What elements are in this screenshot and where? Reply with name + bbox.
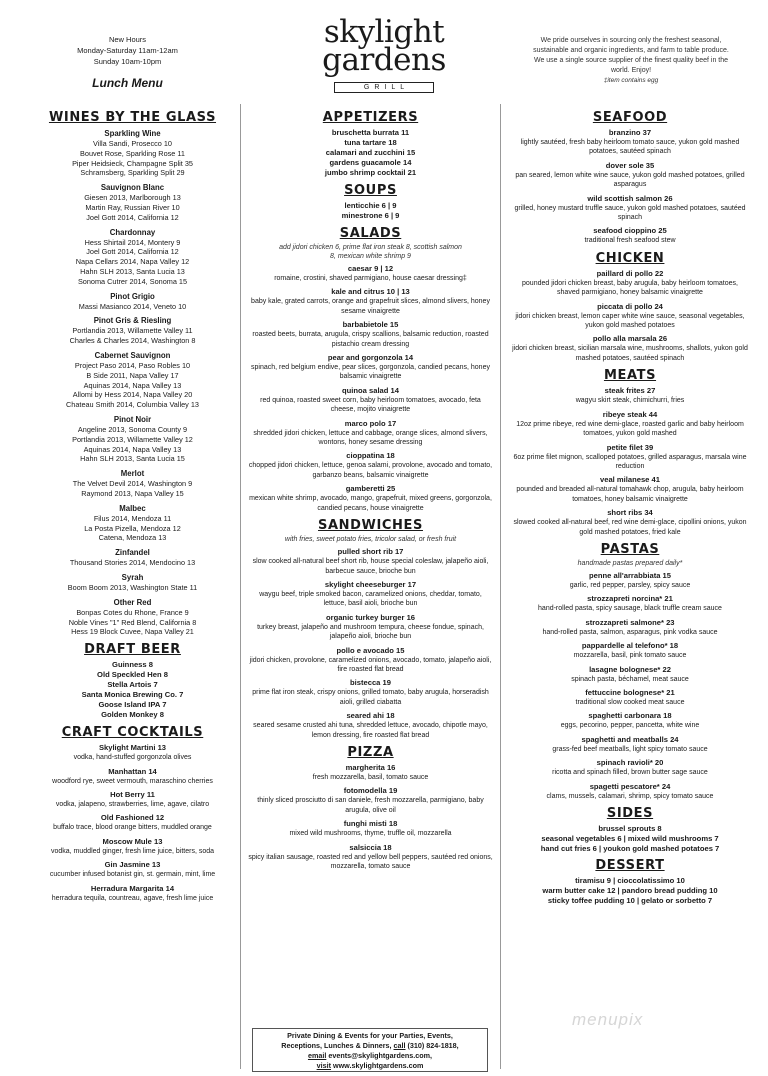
chicken-item-desc: pounded jidori chicken breast, baby arugula, baby heirloom tomatoes, shaved parmigiano, honey balsamic vinaigrette <box>522 279 738 297</box>
meat-item-desc: slowed cooked all-natural beef, red wine demi-glace, cipollini onions, yukon gold mashed potatoes, fried kale <box>513 519 747 536</box>
beer-item: Goose Island IPA 7 <box>98 700 167 710</box>
food-column-2 <box>510 106 750 906</box>
wine-group <box>30 597 235 637</box>
meat-list <box>510 386 750 537</box>
wines-title: WINES BY THE GLASS <box>48 110 217 125</box>
salad-item-desc: spinach, red belgium endive, pear slices, gorgonzola, candied pecans, honey balsamic vinaigrette <box>251 364 490 381</box>
salad-item <box>248 484 493 513</box>
wine-item: Hess 19 Block Cuvee, Napa Valley 21 <box>71 627 194 637</box>
salad-item <box>248 287 493 316</box>
pizza-item <box>248 763 493 782</box>
appetizer-item: tuna tartare 18 <box>344 138 397 147</box>
beer-item: Golden Monkey 8 <box>101 710 164 720</box>
salad-item-name: quinoa salad 14 <box>342 385 399 395</box>
pasta-item-name: spaghetti and meatballs 24 <box>581 734 679 744</box>
sandwich-item-desc: waygu beef, triple smoked bacon, caramelized onions, cheddar, tomato, lettuce, basil aioli, brioche bun <box>259 590 482 608</box>
salad-item <box>248 386 493 415</box>
pizza-item-desc: thinly sliced prosciutto di san daniele, fresh mozzarella, parmigiano, baby arugula, olive oil <box>257 797 484 814</box>
private-visit-label: visit <box>316 1061 331 1070</box>
salad-item-name: marco polo 17 <box>344 418 397 428</box>
beer-item: Santa Monica Brewing Co. 7 <box>81 690 184 700</box>
wine-item: Charles & Charles 2014, Washington 8 <box>69 336 196 346</box>
wine-type: Pinot Noir <box>113 414 152 424</box>
private-call-label: call <box>393 1041 406 1050</box>
cocktail-item <box>30 837 235 856</box>
cocktail-item-name: Herradura Margarita 14 <box>90 883 175 893</box>
logo-grill: GRILL <box>334 82 434 93</box>
wine-item: Joel Gott 2014, California 12 <box>86 212 179 222</box>
hours-sunday: Sunday 10am-10pm <box>93 57 162 66</box>
cocktails-title: CRAFT COCKTAILS <box>61 725 204 741</box>
dessert-list <box>510 876 750 906</box>
sandwich-item-name: pulled short rib 17 <box>337 547 404 557</box>
restaurant-logo <box>300 14 468 93</box>
cocktail-item-name: Skylight Martini 13 <box>98 743 167 753</box>
wine-group <box>30 128 235 178</box>
wine-group <box>30 291 235 312</box>
wine-type: Cabernet Sauvignon <box>94 350 171 360</box>
wine-item: Sonoma Cutrer 2014, Sonoma 15 <box>77 276 188 286</box>
seafood-item-name: branzino 37 <box>608 128 652 137</box>
wine-item: Angeline 2013, Sonoma County 9 <box>77 424 188 434</box>
cocktail-item-desc: vodka, hand-stuffed gorgonzola olives <box>73 754 192 762</box>
salad-item-desc: mexican white shrimp, avocado, mango, grapefruit, mixed greens, gorgonzola, candied pecans, house vinaigrette <box>249 495 492 512</box>
pasta-item-desc: mozzarella, basil, pink tomato sauce <box>573 652 687 660</box>
sandwich-list <box>248 547 493 740</box>
seafood-item-desc: traditional fresh seafood stew <box>584 237 676 245</box>
salad-item-name: gamberetti 25 <box>345 484 396 494</box>
meat-item <box>510 475 750 504</box>
wine-item: Boom Boom 2013, Washington State 11 <box>67 582 198 592</box>
appetizers-title: APPETIZERS <box>322 110 419 125</box>
cocktail-item <box>30 743 235 762</box>
soup-item: lenticchie 6 | 9 <box>344 201 397 210</box>
private-email-label: email <box>307 1051 327 1060</box>
hours-block <box>40 34 215 67</box>
wine-item: Aquinas 2014, Napa Valley 13 <box>83 380 182 390</box>
sandwich-item-desc: turkey breast, jalapeño and mushroom tempura, cheese fondue, spinach, jalapeño aioli, brioche bun <box>257 623 484 641</box>
salad-item-desc: red quinoa, roasted sweet corn, baby heirloom tomatoes, avocado, feta cheese, mojito vinaigrette <box>260 396 481 414</box>
private-line2-text: Receptions, Lunches & Dinners, <box>281 1041 392 1050</box>
meat-item <box>510 508 750 537</box>
pizza-item <box>248 843 493 872</box>
wine-type: Malbec <box>119 503 146 513</box>
sandwich-item <box>248 547 493 576</box>
sandwiches-note: with fries, sweet potato fries, tricolor salad, or fresh fruit <box>284 536 457 544</box>
salad-list <box>248 264 493 513</box>
chicken-item-desc: jidori chicken breast, sicilian marsala wine, mushrooms, shallots, yukon gold mashed potatoes, sautéed spinach <box>512 345 748 362</box>
column-divider-1 <box>240 104 241 1069</box>
cocktail-item-name: Manhattan 14 <box>108 766 157 776</box>
soup-item: minestrone 6 | 9 <box>341 211 400 220</box>
dessert-item: sticky toffee pudding 10 | gelato or sorbetto 7 <box>547 896 713 905</box>
pizza-item-name: funghi misti 18 <box>343 819 398 829</box>
pizza-item-desc: mixed wild mushrooms, thyme, truffle oil, mozzarella <box>289 830 452 838</box>
beer-item: Stella Artois 7 <box>107 680 158 690</box>
appetizer-item: bruschetta burrata 11 <box>331 128 410 137</box>
meat-item <box>510 443 750 472</box>
hours-title: New Hours <box>108 35 147 44</box>
cocktail-item-desc: buffalo trace, blood orange bitters, muddled orange <box>53 824 212 832</box>
salad-item-name: barbabietole 15 <box>342 320 399 330</box>
private-dining-box <box>252 1028 488 1072</box>
pasta-item-name: pappardelle al telefono* 18 <box>581 641 679 651</box>
wine-group <box>30 547 235 568</box>
wine-item: Giesen 2013, Marlborough 13 <box>84 193 181 203</box>
chicken-item-name: piccata di pollo 24 <box>597 301 663 311</box>
pasta-item-name: spagetti pescatore* 24 <box>589 781 671 791</box>
seafood-item-desc: lightly sautéed, fresh baby heirloom tomato sauce, yukon gold mashed potatoes, sautéed spinach <box>520 139 740 156</box>
meat-item-desc: 6oz prime filet mignon, scalloped potatoes, grilled asparagus, marsala wine reduction <box>513 453 747 470</box>
pasta-item-desc: clams, mussels, calamari, shrimp, spicy tomato sauce <box>546 792 714 800</box>
wine-item: Portlandia 2013, Willamette Valley 11 <box>72 326 193 336</box>
pasta-item-name: fettuccine bolognese* 21 <box>585 687 675 697</box>
pasta-item-name: spaghetti carbonara 18 <box>588 711 672 721</box>
dessert-item: tiramisu 9 | cioccolatissimo 10 <box>575 876 685 885</box>
wine-item: Project Paso 2014, Paso Robles 10 <box>74 360 191 370</box>
pasta-item <box>510 618 750 637</box>
wine-group <box>30 572 235 593</box>
wine-group <box>30 350 235 410</box>
soups-title: SOUPS <box>344 183 397 198</box>
meat-item <box>510 386 750 405</box>
meat-item-name: ribeye steak 44 <box>602 409 658 419</box>
wine-item: Piper Heidsieck, Champagne Split 35 <box>72 158 193 168</box>
wine-item: The Velvet Devil 2014, Washington 9 <box>72 479 193 489</box>
sandwich-item-name: seared ahi 18 <box>346 711 395 721</box>
watermark: menupix <box>572 1010 644 1029</box>
salad-item-name: pear and gorgonzola 14 <box>327 353 414 363</box>
side-item: brussel sprouts 8 <box>598 824 662 833</box>
pastas-title: PASTAS <box>600 541 660 557</box>
pasta-item <box>510 665 750 684</box>
draft-beer-title: DRAFT BEER <box>84 642 181 658</box>
wine-item: B Side 2011, Napa Valley 17 <box>86 370 179 380</box>
salads-note: add jidori chicken 6, prime flat iron steak 8, scottish salmon 8, mexican white shrimp 9 <box>279 244 462 260</box>
seafood-list <box>510 128 750 246</box>
pizza-item-desc: spicy italian sausage, roasted red and yellow bell peppers, sautéed red onions, mozzarella, tomato sauce <box>248 853 493 870</box>
cocktail-item <box>30 767 235 786</box>
chicken-item <box>510 334 750 363</box>
salad-item <box>248 264 493 283</box>
wine-type: Syrah <box>121 572 144 582</box>
wine-item: Martin Ray, Russian River 10 <box>85 202 180 212</box>
dessert-item: warm butter cake 12 | pandoro bread pudding 10 <box>542 886 718 895</box>
cocktail-item-desc: herradura tequila, countreau, agave, fresh lime juice <box>51 894 214 902</box>
cocktail-item <box>30 813 235 832</box>
salad-item-name: kale and citrus 10 | 13 <box>331 287 410 297</box>
meat-item-name: steak frites 27 <box>604 386 656 396</box>
seafood-title: SEAFOOD <box>592 110 668 125</box>
pasta-item <box>510 758 750 777</box>
pizza-item-desc: fresh mozzarella, basil, tomato sauce <box>312 773 429 781</box>
private-phone: (310) 824-1818, <box>407 1041 459 1050</box>
sandwich-item <box>248 678 493 707</box>
pasta-item-name: strozzapreti salmone* 23 <box>585 617 675 627</box>
cocktail-item-name: Hot Berry 11 <box>110 789 155 799</box>
pastas-note: handmade pastas prepared daily* <box>577 559 683 567</box>
beer-item: Guinness 8 <box>112 660 153 670</box>
chicken-item-name: pollo alla marsala 26 <box>592 334 668 344</box>
appetizer-item: jumbo shrimp cocktail 21 <box>324 168 417 177</box>
cocktail-item-name: Moscow Mule 13 <box>102 836 163 846</box>
salad-item-name: caesar 9 | 12 <box>347 264 394 273</box>
chicken-item-name: paillard di pollo 22 <box>596 268 664 278</box>
wine-item: Hess Shirtail 2014, Montery 9 <box>84 237 181 247</box>
wine-item: La Posta Pizella, Mendoza 12 <box>84 523 181 533</box>
sandwich-item-desc: slow cooked all-natural beef short rib, house special coleslaw, jalapeño aioli, barbecue sauce, brioche bun <box>252 558 489 575</box>
pizza-title: PIZZA <box>347 744 394 760</box>
seafood-item <box>510 128 750 157</box>
private-email[interactable]: events@skylightgardens.com, <box>328 1051 433 1060</box>
meat-item-desc: 12oz prime ribeye, red wine demi-glace, roasted garlic and baby heirloom tomatoes, yukon gold mashed <box>516 420 744 438</box>
wine-type: Sparkling Wine <box>104 129 161 138</box>
pasta-item-desc: spinach pasta, béchamel, meat sauce <box>571 675 689 683</box>
wine-group <box>30 468 235 499</box>
chicken-item <box>510 302 750 331</box>
salad-item <box>248 419 493 448</box>
pizza-item <box>248 819 493 838</box>
wine-group <box>30 182 235 222</box>
wine-item: Schramsberg, Sparkling Split 29 <box>80 168 185 178</box>
pasta-item-desc: traditional slow cooked meat sauce <box>575 698 685 706</box>
seafood-item-desc: pan seared, lemon white wine sauce, yukon gold mashed potatoes, grilled asparagus <box>515 171 745 189</box>
pizza-item <box>248 786 493 815</box>
pasta-item <box>510 735 750 754</box>
side-list <box>510 824 750 854</box>
wine-item: Aquinas 2014, Napa Valley 13 <box>83 444 182 454</box>
pasta-item <box>510 641 750 660</box>
pizza-list <box>248 763 493 871</box>
salad-item-desc: baby kale, grated carrots, orange and grapefruit slices, almond slivers, honey sesame vinaigrette <box>251 298 490 315</box>
meat-item-name: veal milanese 41 <box>600 475 660 485</box>
soup-list <box>248 201 493 221</box>
pasta-item-desc: eggs, pecorino, pepper, pancetta, white wine <box>560 722 700 730</box>
sandwich-item-name: organic turkey burger 16 <box>325 612 416 622</box>
seafood-item <box>510 226 750 245</box>
egg-note: ‡item contains egg <box>603 77 659 84</box>
private-line4 <box>253 1061 487 1071</box>
meats-title: MEATS <box>603 368 657 384</box>
wine-item: Napa Cellars 2014, Napa Valley 12 <box>75 257 190 267</box>
salad-item <box>248 353 493 382</box>
wine-group <box>30 227 235 287</box>
seafood-item <box>510 194 750 223</box>
cocktail-item-desc: cucumber infused botanist gin, st. germain, mint, lime <box>49 871 216 879</box>
wine-group <box>30 414 235 464</box>
seafood-item-name: dover sole 35 <box>605 160 655 170</box>
pasta-item <box>510 688 750 707</box>
private-line2 <box>253 1041 487 1051</box>
pasta-list <box>510 571 750 801</box>
wine-item: Villa Sandi, Prosecco 10 <box>93 139 172 148</box>
wine-item: Thousand Stories 2014, Mendocino 13 <box>69 558 196 568</box>
wine-group <box>30 315 235 346</box>
sandwich-item <box>248 711 493 740</box>
chicken-item <box>510 269 750 298</box>
beer-list <box>30 660 235 720</box>
pasta-item-name: penne all'arrabbiata 15 <box>589 570 671 580</box>
sides-title: SIDES <box>606 806 654 821</box>
pasta-item-name: spinach ravioli* 20 <box>596 758 664 768</box>
sandwich-item-desc: seared sesame crusted ahi tuna, shredded lettuce, avocado, chipotle mayo, lemon dressing, fire roasted flat bread <box>253 722 488 739</box>
salad-item-name: cioppatina 18 <box>346 451 395 461</box>
salads-title: SALADS <box>339 226 402 241</box>
pasta-item-desc: hand-rolled pasta, spicy sausage, black truffle cream sauce <box>538 605 722 613</box>
chicken-item-desc: jidori chicken breast, lemon caper white wine sauce, seasonal vegetables, yukon gold mashed potatoes <box>515 312 745 330</box>
pasta-item <box>510 571 750 590</box>
wine-item: Allomi by Hess 2014, Napa Valley 20 <box>72 390 193 400</box>
salad-item-desc: roasted beets, burrata, arugula, crispy scallions, balsamic reduction, roasted pistachio cream dressing <box>252 331 489 348</box>
sandwich-item-name: bistecca 19 <box>350 678 391 688</box>
wine-item: Hahn SLH 2013, Santa Lucia 15 <box>80 454 185 464</box>
salad-item-desc: romaine, crostini, shaved parmigiano, house caesar dressing‡ <box>274 275 467 282</box>
private-line3 <box>253 1051 487 1061</box>
pasta-item-desc: hand-rolled pasta, salmon, asparagus, pink vodka sauce <box>542 628 718 636</box>
pasta-item-name: strozzapreti norcina* 21 <box>587 594 673 604</box>
meat-item-name: petite filet 39 <box>606 442 654 452</box>
dessert-title: DESSERT <box>595 858 665 873</box>
appetizer-list <box>248 128 493 178</box>
salad-item-desc: shredded jidori chicken, lettuce and cabbage, orange slices, almond slivers, wontons, honey sesame dressing <box>253 429 488 447</box>
wine-type: Merlot <box>120 469 145 479</box>
menu-name: Lunch Menu <box>92 76 163 90</box>
wine-list <box>30 128 235 637</box>
chicken-title: CHICKEN <box>595 250 665 266</box>
sandwich-item <box>248 613 493 642</box>
wine-item: Filus 2014, Mendoza 11 <box>93 513 172 523</box>
pasta-item <box>510 782 750 801</box>
private-line1: Private Dining & Events for your Parties, Events, <box>287 1031 453 1040</box>
cocktail-item-name: Old Fashioned 12 <box>100 813 165 823</box>
pizza-item-name: salsiccia 18 <box>349 842 392 852</box>
sandwich-item <box>248 580 493 609</box>
wine-item: Bouvet Rose, Sparkling Rose 11 <box>80 148 185 158</box>
logo-line1: skylight <box>323 14 445 50</box>
food-column-1 <box>248 106 493 875</box>
side-item: seasonal vegetables 6 | mixed wild mushrooms 7 <box>541 834 719 843</box>
cocktail-item <box>30 860 235 879</box>
pasta-item <box>510 711 750 730</box>
pizza-item-name: margherita 16 <box>345 762 396 772</box>
salad-item <box>248 320 493 349</box>
hours-weekday: Monday-Saturday 11am-12am <box>77 46 178 55</box>
cocktail-item-desc: woodford rye, sweet vermouth, maraschino cherries <box>52 777 213 785</box>
meat-item-name: short ribs 34 <box>607 508 653 518</box>
sourcing-blurb <box>528 36 734 86</box>
wine-type: Pinot Grigio <box>110 291 155 301</box>
wine-type: Pinot Gris & Riesling <box>93 316 172 326</box>
pizza-item-name: fotomodella 19 <box>343 786 398 796</box>
cocktail-item-name: Gin Jasmine 13 <box>104 860 161 870</box>
wine-type: Chardonnay <box>109 227 156 237</box>
private-site[interactable]: www.skylightgardens.com <box>332 1061 424 1070</box>
cocktail-list <box>30 743 235 903</box>
cocktail-item <box>30 790 235 809</box>
sandwich-item-desc: jidori chicken, provolone, caramelized onions, avocado, tomato, jalapeño aioli, fire roasted flat bread <box>249 656 492 673</box>
wine-item: Raymond 2013, Napa Valley 15 <box>81 488 184 498</box>
wine-item: Hahn SLH 2013, Santa Lucia 13 <box>80 266 185 276</box>
logo-line2: gardens <box>322 42 446 78</box>
chicken-list <box>510 269 750 363</box>
seafood-item-desc: grilled, honey mustard truffle sauce, yukon gold mashed potatoes, sautéed spinach <box>514 204 746 222</box>
wine-type: Sauvignon Blanc <box>100 183 165 193</box>
pasta-item-desc: grass-fed beef meatballs, light spicy tomato sauce <box>552 745 708 753</box>
beer-item: Old Speckled Hen 8 <box>97 670 168 680</box>
wine-item: Massi Masianco 2014, Veneto 10 <box>78 301 187 311</box>
seafood-item-name: wild scottish salmon 26 <box>587 193 673 203</box>
salad-item-desc: chopped jidori chicken, lettuce, genoa salami, provolone, avocado and tomato, garbanzo beans, balsamic vinaigrette <box>248 462 493 479</box>
cocktail-item <box>30 884 235 903</box>
seafood-item <box>510 161 750 190</box>
column-divider-2 <box>500 104 501 1069</box>
meat-item <box>510 410 750 439</box>
wine-item: Portlandia 2013, Willamette Valley 12 <box>72 434 193 444</box>
pasta-item-name: lasagne bolognese* 22 <box>589 664 671 674</box>
seafood-item-name: seafood cioppino 25 <box>593 226 667 236</box>
wine-item: Catena, Mendoza 13 <box>98 533 167 543</box>
drinks-column <box>30 106 235 907</box>
pasta-item-desc: ricotta and spinach filled, brown butter sage sauce <box>552 769 708 777</box>
blurb-text: We pride ourselves in sourcing only the freshest seasonal, sustainable and organic ingredients, and farm to table produce. We use a single source supplier of the finest quality beef in the world. Enjoy! <box>533 37 729 74</box>
salad-item <box>248 451 493 480</box>
wine-type: Other Red <box>113 597 152 607</box>
wine-item: Joel Gott 2014, California 12 <box>86 247 179 257</box>
pasta-item <box>510 594 750 613</box>
meat-item-desc: pounded and breaded all-natural tomahawk chop, arugula, baby heirloom tomatoes, honey balsamic vinaigrette <box>516 486 744 503</box>
sandwiches-title: SANDWICHES <box>318 518 423 534</box>
sandwich-item <box>248 646 493 675</box>
cocktail-item-desc: vodka, jalapeno, strawberries, lime, agave, cilatro <box>55 800 210 808</box>
meat-item-desc: wagyu skirt steak, chimichurri, fries <box>575 397 685 405</box>
sandwich-item-name: pollo e avocado 15 <box>336 645 405 655</box>
sandwich-item-desc: prime flat iron steak, crispy onions, grilled tomato, baby arugula, horseradish aioli, grilled ciabatta <box>252 689 489 706</box>
wine-item: Bonpas Cotes du Rhone, France 9 <box>76 607 189 617</box>
appetizer-item: calamari and zucchini 15 <box>325 148 416 157</box>
wine-type: Zinfandel <box>115 548 150 558</box>
wine-item: Noble Vines "1" Red Blend, California 8 <box>68 617 197 627</box>
cocktail-item-desc: vodka, muddled ginger, fresh lime juice, bitters, soda <box>50 847 215 855</box>
wine-group <box>30 503 235 543</box>
sandwich-item-name: skylight cheeseburger 17 <box>324 579 417 589</box>
appetizer-item: gardens guacamole 14 <box>329 158 412 167</box>
side-item: hand cut fries 6 | youkon gold mashed potatoes 7 <box>540 844 720 853</box>
wine-item: Chateau Smith 2014, Columbia Valley 13 <box>66 400 199 410</box>
pasta-item-desc: garlic, red pepper, parsley, spicy sauce <box>569 581 691 589</box>
